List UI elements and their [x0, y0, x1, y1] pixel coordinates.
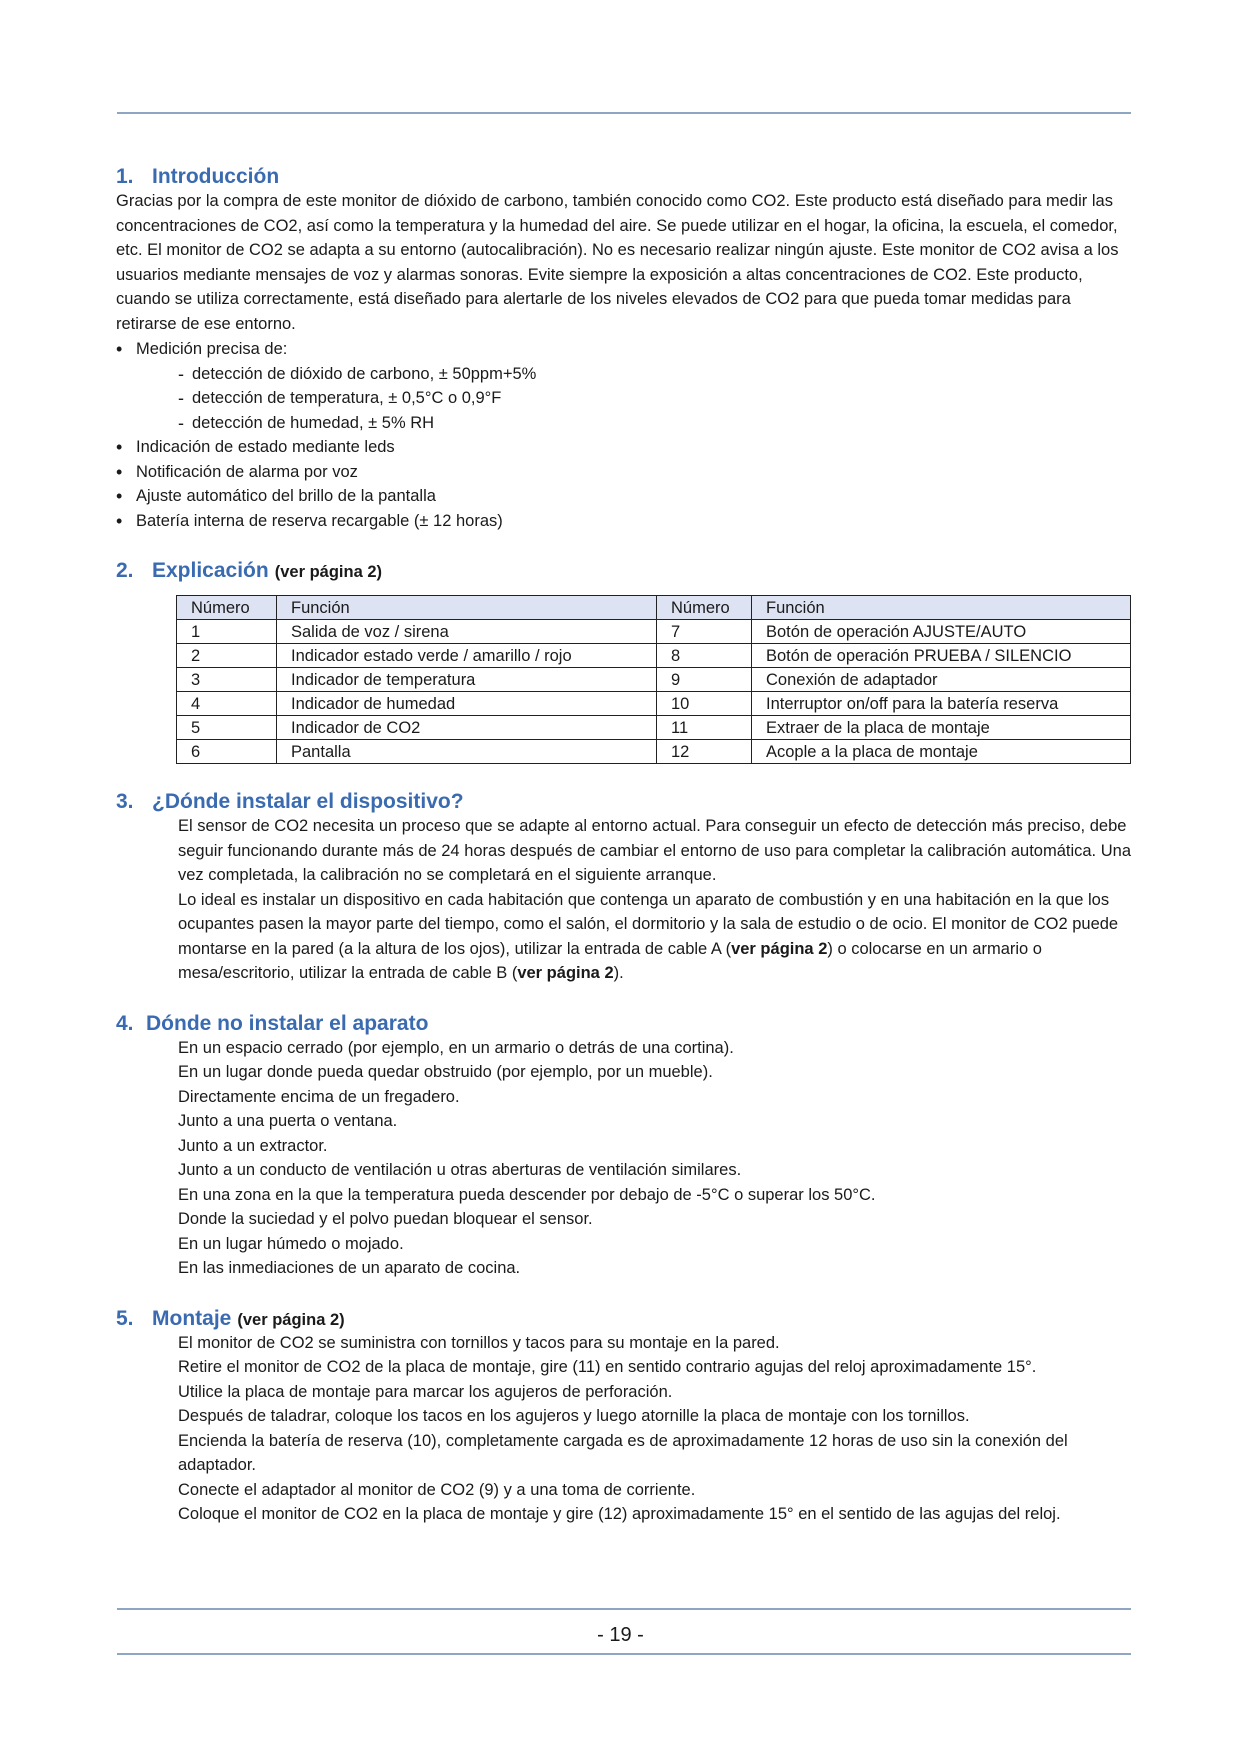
table-cell: Extraer de la placa de montaje: [752, 716, 1131, 740]
page-reference: ver página 2: [731, 939, 828, 958]
table-cell: 2: [177, 644, 277, 668]
page-reference: ver página 2: [517, 964, 614, 982]
list-item: • Indicación de estado mediante leds: [116, 435, 1132, 460]
table-cell: Indicador de CO2: [277, 716, 657, 740]
list-item: Coloque el monitor de CO2 en la placa de montaje y gire (12) aproximadamente 15° en el sentido de las agujas del reloj.: [178, 1505, 1061, 1523]
list-item: Junto a un conducto de ventilación u otras aberturas de ventilación similares.: [178, 1161, 742, 1179]
table-row: [177, 620, 1131, 644]
list-item: Donde la suciedad y el polvo puedan bloquear el sensor.: [178, 1210, 593, 1228]
column-header: Número: [177, 596, 277, 620]
table-row: [177, 668, 1131, 692]
list-item: - detección de temperatura, ± 0,5°C o 0,9°F: [178, 386, 1132, 411]
list-item: En un espacio cerrado (por ejemplo, en un armario o detrás de una cortina).: [178, 1038, 734, 1057]
list-item: • Ajuste automático del brillo de la pantalla: [116, 484, 1132, 509]
install-paragraph: [178, 888, 1132, 986]
list-item: • Notificación de alarma por voz: [116, 460, 1132, 485]
list-item: Retire el monitor de CO2 de la placa de montaje, gire (11) en sentido contrario agujas del reloj aproximadamente 15°.: [178, 1358, 1037, 1376]
section-number: 3.: [116, 790, 134, 813]
table-cell: 5: [177, 716, 277, 740]
section-number: 2.: [116, 559, 134, 582]
table-cell: Interruptor on/off para la batería reserva: [752, 692, 1131, 716]
list-item: • Batería interna de reserva recargable (± 12 horas): [116, 509, 1132, 534]
list-item: - detección de dióxido de carbono, ± 50ppm+5%: [178, 362, 1132, 387]
list-item: En un lugar donde pueda quedar obstruido (por ejemplo, por un mueble).: [178, 1063, 713, 1081]
install-text: [178, 814, 1132, 986]
page-content: [116, 163, 1132, 1527]
section-number: 5.: [116, 1306, 134, 1330]
table-row: [177, 716, 1131, 740]
list-item: En un lugar húmedo o mojado.: [178, 1234, 404, 1253]
section-number: 4.: [116, 1011, 134, 1035]
list-item: Junto a un extractor.: [178, 1136, 328, 1155]
table-cell: 10: [657, 692, 752, 716]
text-run: ) o colocarse en un armario o mesa/escritorio, utilizar la entrada de cable B (: [178, 939, 1042, 982]
list-item: Después de taladrar, coloque los tacos en los agujeros y luego atornille la placa de montaje con los tornillos.: [178, 1407, 970, 1425]
list-item: Conecte el adaptador al monitor de CO2 (9) y a una toma de corriente.: [178, 1480, 696, 1499]
parts-table: [176, 595, 1131, 764]
table-cell: Indicador de humedad: [277, 692, 657, 716]
table-cell: 4: [177, 692, 277, 716]
list-item: El monitor de CO2 se suministra con tornillos y tacos para su montaje en la pared.: [178, 1333, 780, 1352]
page-reference: (ver página 2): [237, 1310, 345, 1329]
table-row: [177, 740, 1131, 764]
table-cell: Acople a la placa de montaje: [752, 740, 1131, 764]
table-cell: Indicador estado verde / amarillo / rojo: [277, 644, 657, 668]
table-cell: 6: [177, 740, 277, 764]
text-run: ).: [613, 964, 624, 982]
list-item: - detección de humedad, ± 5% RH: [178, 411, 1132, 436]
table-row: [177, 644, 1131, 668]
install-paragraph: El sensor de CO2 necesita un proceso que se adapte al entorno actual. Para conseguir un efecto de detección más preciso, debe seguir funcionando durante más de 24 horas después de cambiar el entorno de uso para completar la calibración automática. Una vez completada, la calibración no se completará en el siguiente arranque.: [178, 817, 1131, 884]
list-item: Directamente encima de un fregadero.: [178, 1087, 460, 1106]
section-title: [152, 1305, 345, 1334]
list-item-label: Medición precisa de:: [136, 340, 288, 358]
section-title: Dónde no instalar el aparato: [146, 1011, 429, 1035]
section-2-heading: [116, 557, 1132, 585]
footer-rule-top: [117, 1608, 1131, 1610]
table-cell: 8: [657, 644, 752, 668]
list-item: Junto a una puerta o ventana.: [178, 1112, 398, 1130]
table-cell: 3: [177, 668, 277, 692]
list-item: [116, 337, 1132, 435]
section-3-heading: [116, 788, 1132, 816]
header-rule: [117, 112, 1131, 114]
intro-paragraph: Gracias por la compra de este monitor de dióxido de carbono, también conocido como CO2. Este producto está diseñado para medir las concentraciones de CO2, así como la temperatura y la humedad del aire. Se puede utilizar en el hogar, la oficina, la escuela, el comedor, etc. El monitor de CO2 se adapta a su entorno (autocalibración). No es necesario realizar ningún ajuste. Este monitor de CO2 avisa a los usuarios mediante mensajes de voz y alarmas sonoras. Evite siempre la exposición a altas concentraciones de CO2. Este producto, cuando se utiliza correctamente, está diseñado para alertarle de los niveles elevados de CO2 para que pueda tomar medidas para retirarse de ese entorno.: [116, 192, 1119, 333]
section-4-heading: [116, 1010, 1132, 1038]
list-item: Utilice la placa de montaje para marcar los agujeros de perforación.: [178, 1382, 673, 1401]
section-1-heading: [116, 163, 1132, 191]
table-cell: 1: [177, 620, 277, 644]
section-title: Introducción: [152, 165, 280, 188]
list-item: En las inmediaciones de un aparato de cocina.: [178, 1259, 521, 1277]
column-header: Función: [277, 596, 657, 620]
table-cell: 12: [657, 740, 752, 764]
table-header-row: [177, 596, 1131, 620]
table-cell: Pantalla: [277, 740, 657, 764]
section-title-text: Explicación: [152, 559, 269, 582]
table-cell: Conexión de adaptador: [752, 668, 1131, 692]
list-item: Encienda la batería de reserva (10), completamente cargada es de aproximadamente 12 horas de uso sin la conexión del adaptador.: [178, 1431, 1068, 1474]
list-item: En una zona en la que la temperatura pueda descender por debajo de -5°C o superar los 50°C.: [178, 1185, 876, 1204]
table-cell: Indicador de temperatura: [277, 668, 657, 692]
section-number: 1.: [116, 165, 134, 188]
section-title: [152, 557, 382, 586]
page-number: - 19 -: [597, 1624, 644, 1646]
column-header: Número: [657, 596, 752, 620]
page-reference: (ver página 2): [274, 563, 383, 581]
column-header: Función: [752, 596, 1131, 620]
avoid-list: [178, 1036, 1132, 1281]
text-run: Lo ideal es instalar un dispositivo en cada habitación que contenga un aparato de combustión y en una habitación en la que los ocupantes pasen la mayor parte del tiempo, como el salón, el dormitorio y la sala de estudio o de ocio. El monitor de CO2 puede montarse en la pared (a la altura de los ojos), utilizar la entrada de cable A (: [178, 890, 1119, 958]
mounting-steps: [178, 1331, 1132, 1527]
table-cell: Salida de voz / sirena: [277, 620, 657, 644]
table-cell: 7: [657, 620, 752, 644]
table-cell: 9: [657, 668, 752, 692]
section-5-heading: [116, 1305, 1132, 1333]
footer-rule-bottom: [117, 1653, 1131, 1655]
measurement-list: [116, 362, 1132, 436]
table-row: [177, 692, 1131, 716]
section-title-text: Montaje: [152, 1306, 232, 1330]
section-title: ¿Dónde instalar el dispositivo?: [152, 790, 464, 813]
table-cell: 11: [657, 716, 752, 740]
table-cell: Botón de operación PRUEBA / SILENCIO: [752, 644, 1131, 668]
feature-list: [116, 337, 1132, 533]
table-cell: Botón de operación AJUSTE/AUTO: [752, 620, 1131, 644]
